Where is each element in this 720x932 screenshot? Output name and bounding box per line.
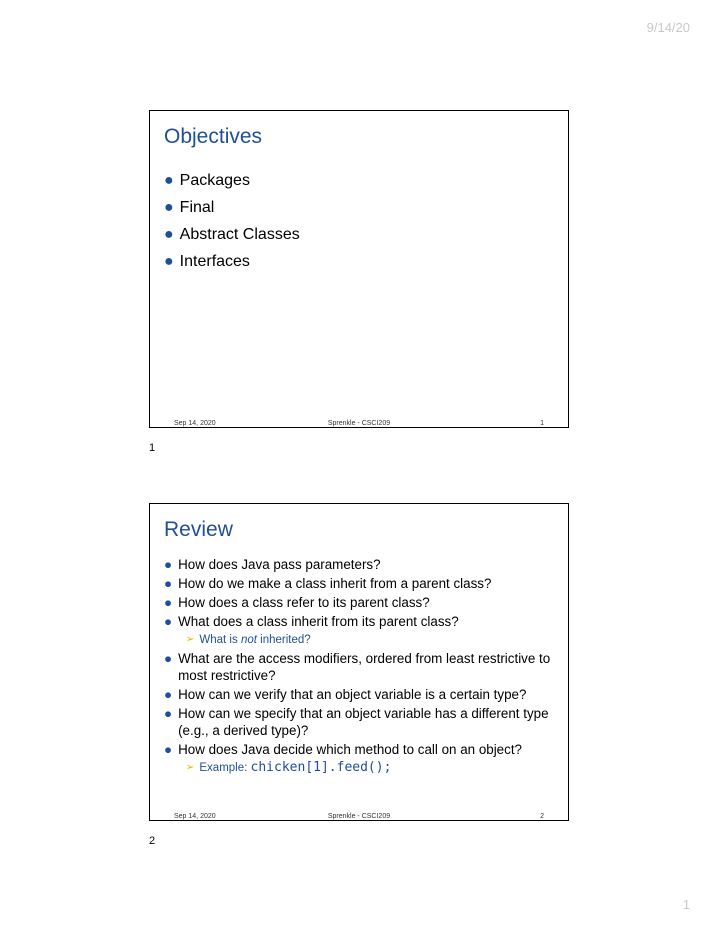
list-item: ● How do we make a class inherit from a parent class? bbox=[164, 576, 492, 591]
bullet-icon: ● bbox=[164, 614, 173, 629]
list-item: ● How can we verify that an object variable is a certain type? bbox=[164, 687, 527, 702]
bullet-icon: ● bbox=[164, 253, 174, 270]
list-item: ● Abstract Classes bbox=[164, 221, 558, 248]
sub-item-example: ➢ Example: chicken[1].feed(); bbox=[186, 760, 392, 775]
page-date: 9/14/20 bbox=[646, 20, 690, 35]
list-item: ● How does Java pass parameters? bbox=[164, 557, 381, 572]
arrow-bullet-icon: ➢ bbox=[186, 634, 195, 645]
bullet-list bbox=[164, 167, 558, 275]
slide-label: 2 bbox=[149, 835, 156, 847]
list-item: ● How does Java decide which method to call on an object? bbox=[164, 742, 522, 757]
sub-item-not-inherited: ➢ What is not inherited? bbox=[186, 634, 311, 646]
footer-slide-number: 2 bbox=[540, 813, 544, 820]
slide-label: 1 bbox=[149, 442, 156, 454]
slide-review bbox=[149, 503, 569, 821]
footer-slide-number: 1 bbox=[540, 420, 544, 427]
bullet-icon: ● bbox=[164, 687, 173, 702]
bullet-icon: ● bbox=[164, 226, 174, 243]
footer-author: Sprenkle - CSCI209 bbox=[327, 420, 391, 427]
list-item: ● Packages bbox=[164, 167, 558, 194]
footer-date: Sep 14, 2020 bbox=[174, 813, 216, 820]
slide-title: Review bbox=[164, 518, 233, 541]
list-item: ● How can we specify that an object variable has a different type (e.g., a derived type)? bbox=[164, 706, 549, 738]
list-item: ● How does a class refer to its parent class? bbox=[164, 595, 430, 610]
bullet-icon: ● bbox=[164, 742, 173, 757]
list-item: ● What are the access modifiers, ordered from least restrictive to most restrictive? bbox=[164, 651, 551, 683]
bullet-icon: ● bbox=[164, 595, 173, 610]
bullet-icon: ● bbox=[164, 172, 174, 189]
slide-title: Objectives bbox=[164, 125, 263, 148]
slide-objectives bbox=[149, 110, 569, 428]
footer-author: Sprenkle - CSCI209 bbox=[327, 813, 391, 820]
footer-date: Sep 14, 2020 bbox=[174, 420, 216, 427]
bullet-list bbox=[164, 556, 558, 778]
arrow-bullet-icon: ➢ bbox=[186, 762, 195, 773]
bullet-icon: ● bbox=[164, 576, 173, 591]
bullet-icon: ● bbox=[164, 706, 173, 721]
bullet-icon: ● bbox=[164, 199, 174, 216]
bullet-icon: ● bbox=[164, 651, 173, 666]
list-item: ● Interfaces bbox=[164, 248, 558, 275]
bullet-icon: ● bbox=[164, 557, 173, 572]
list-item: ● What does a class inherit from its parent class? bbox=[164, 614, 459, 629]
page-number: 1 bbox=[682, 897, 690, 912]
code-snippet: chicken[1].feed(); bbox=[250, 760, 392, 775]
list-item: ● Final bbox=[164, 194, 558, 221]
